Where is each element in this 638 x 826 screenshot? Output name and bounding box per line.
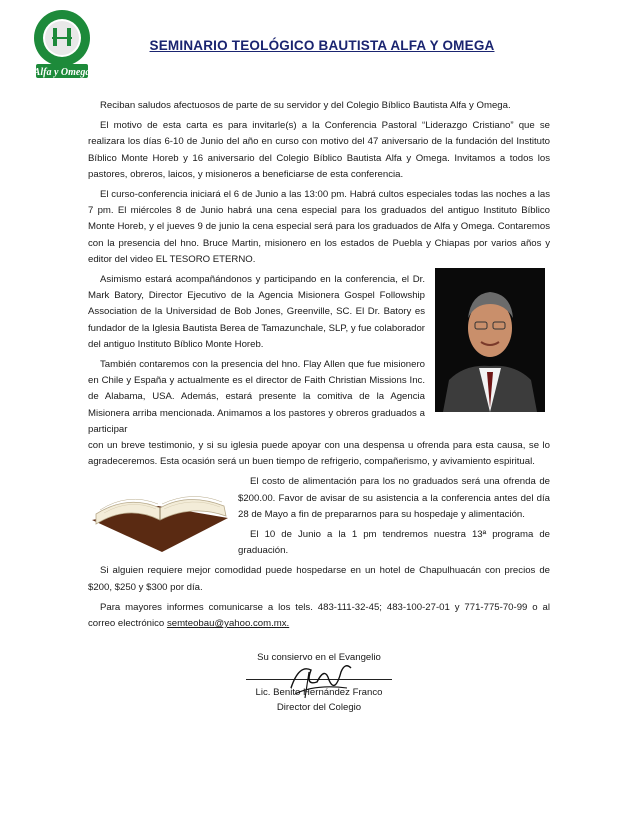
paragraph-cost: El costo de alimentación para los no graduados será una ofrenda de $200.00. Favor de avisar de su asistencia a la conferencia antes del día 28 de Mayo a fin de prepararnos para su hospedaje y alimentación.: [238, 476, 550, 520]
page-title: SEMINARIO TEOLÓGICO BAUTISTA ALFA Y OMEGA: [149, 38, 495, 53]
closing-text: Su consiervo en el Evangelio: [257, 652, 381, 663]
contact-text: Para mayores informes comunicarse a los tels. 483-111-32-45; 483-100-27-01 y 771-775-70-99 o al correo electrónico: [88, 601, 550, 630]
paragraph-hotel: Si alguien requiere mejor comodidad puede hospedarse en un hotel de Chapulhuacán con precios de $200, $250 y $300 por día.: [88, 565, 550, 593]
paragraph-greeting: Reciban saludos afectuosos de parte de su servidor y del Colegio Bíblico Bautista Alfa y Omega.: [100, 100, 511, 111]
email-link[interactable]: semteobau@yahoo.com.mx.: [166, 618, 290, 630]
signer-role: Director del Colegio: [276, 702, 362, 713]
paragraph-allen-cont: con un breve testimonio, y si su iglesia puede apoyar con una despensa u ofrenda para esta causa, se lo agradeceremos. Esta ocasión será un buen tiempo de refrigerio, compañerismo, y avivamiento espiritual.: [88, 440, 550, 468]
paragraph-contact: [88, 600, 550, 632]
paragraph-allen: También contaremos con la presencia del hno. Flay Allen que fue misionero en Chile y España y actualmente es el director de Faith Christian Missions Inc. de Alabama, USA. Además, estará presente la comitiva de la Agencia Misionera arriba mencionada. Animamos a los pastores y obreros graduados a participar: [88, 359, 425, 435]
paragraph-invitation: El motivo de esta carta es para invitarle(s) a la Conferencia Pastoral “Liderazgo Cristiano” que se realizara los días 6-10 de Junio del año en curso con motivo del 47 aniversario de la fundación del Instituto Bíblico Monte Horeb y 16 aniversario del Colegio Bíblico Bautista Alfa y Omega. Invitamos a todos los pastores, obreros, laicos, y misioneros a beneficiarse de esta conferencia.: [88, 120, 550, 180]
paragraph-batory: Asimismo estará acompañándonos y participando en la conferencia, el Dr. Mark Batory, Director Ejecutivo de la Agencia Misionera Gospel Followship Association de la Universidad de Bob Jones, Greenville, SC. El Dr. Batory es fundador de la Iglesia Bautista Berea de Tamazunchale, SLP, y fue colaborador del antiguo Instituto Bíblico Monte Horeb.: [88, 274, 425, 350]
paragraph-graduation: El 10 de Junio a la 1 pm tendremos nuestra 13ª programa de graduación.: [238, 529, 550, 557]
handwritten-signature: [285, 658, 355, 702]
letter-body: [88, 98, 550, 636]
seminary-logo: [30, 8, 94, 84]
paragraph-schedule: El curso-conferencia iniciará el 6 de Junio a las 13:00 pm. Habrá cultos especiales todas las noches a las 7 pm. El miércoles 8 de Junio habrá una cena especial para los graduados del antiguo Instituto Bíblico Monte Horeb, y el jueves 9 de junio la cena especial será para los graduados de Alfa y Omega. Contaremos con la presencia del hno. Bruce Martin, misionero en los estados de Puebla y Chiapas por varios años y editor del video EL TESORO ETERNO.: [88, 189, 550, 265]
svg-text:Alfa y Omega: Alfa y Omega: [33, 67, 91, 78]
signer-name: Lic. Benito Hernández Franco: [255, 687, 383, 698]
